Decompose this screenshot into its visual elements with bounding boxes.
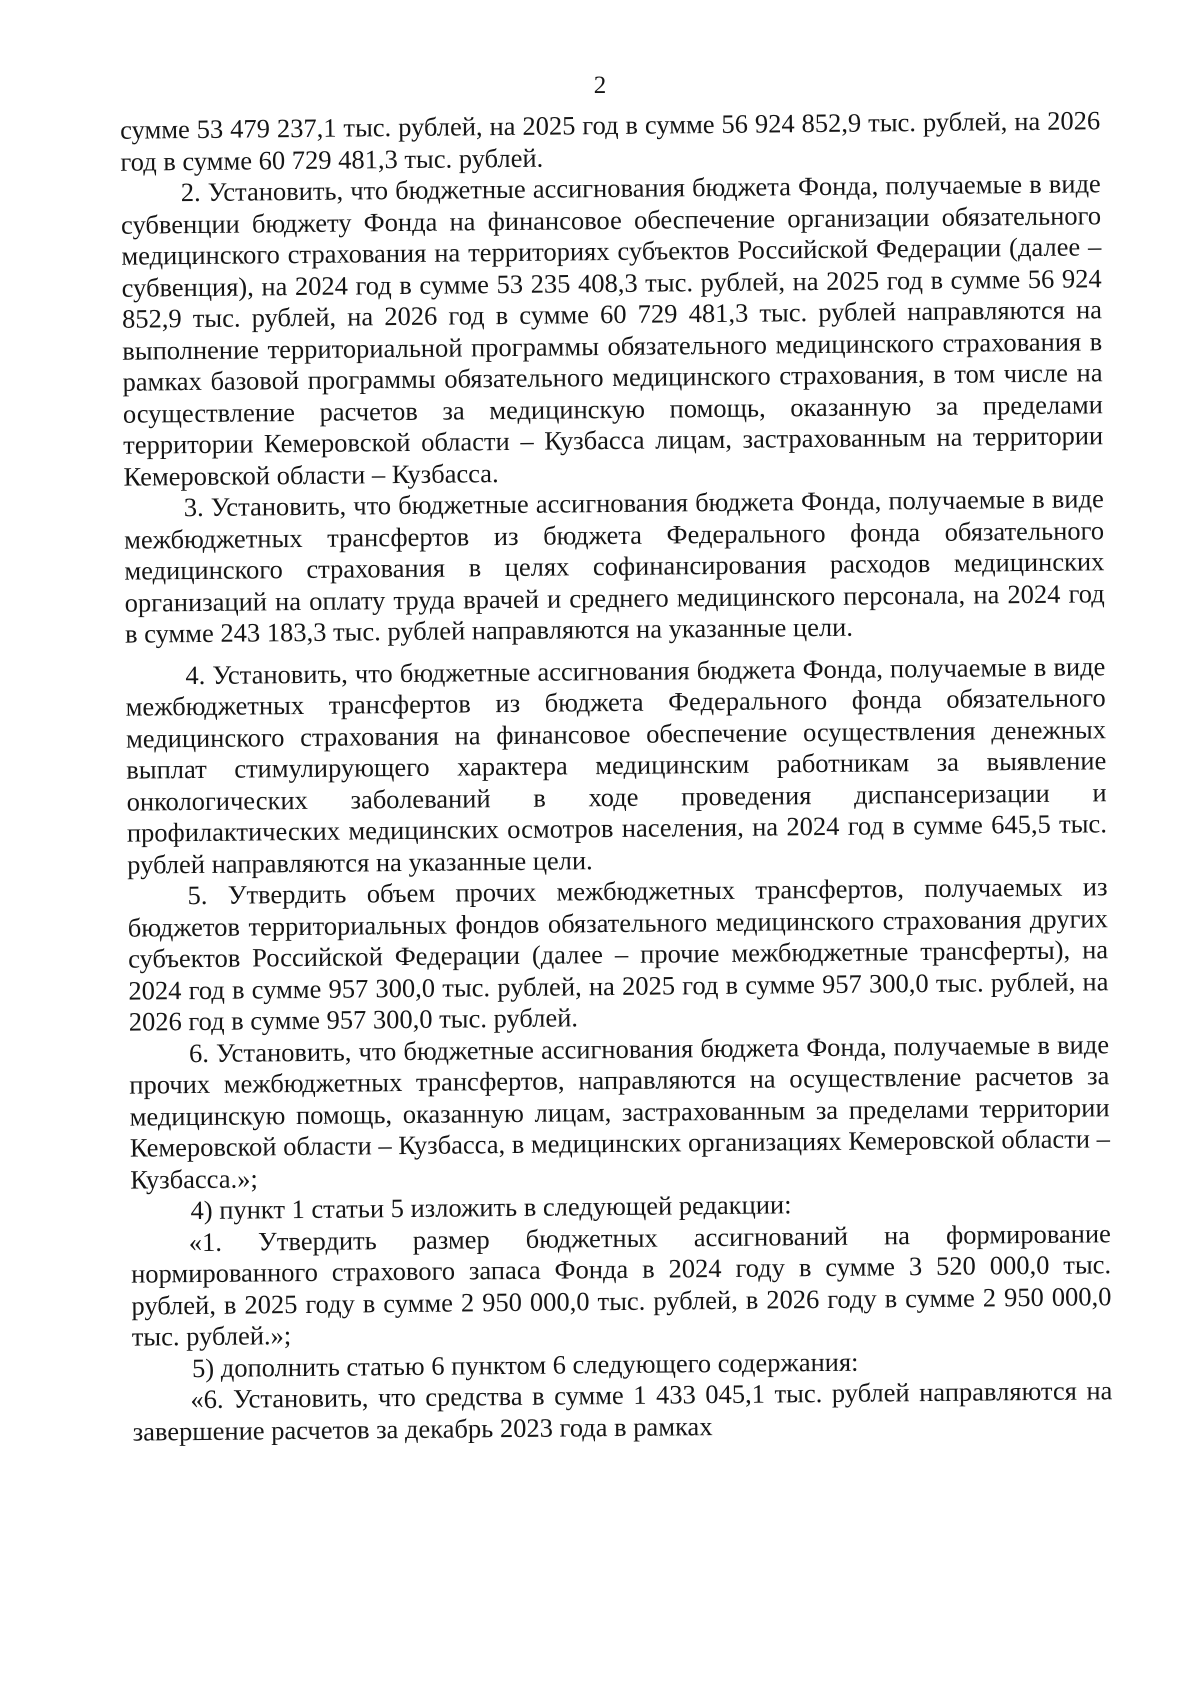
- paragraph-item-6: 6. Установить, что бюджетные ассигнования бюджета Фонда, получаемые в виде прочих межбюджетных трансфертов, направляются на осуществление расчетов за медицинскую помощь, оказанную лицам, застрахованным за пределами территории Кемеровской области – Кузбасса, в медицинских организациях Кемеровской области – Кузбасса.»;: [129, 1028, 1111, 1195]
- paragraph-amendment-5: 5) дополнить статью 6 пунктом 6 следующего содержания:: [191, 1346, 859, 1383]
- paragraph-item-2: 2. Установить, что бюджетные ассигнования бюджета Фонда, получаемые в виде субвенции бюджету Фонда на финансовое обеспечение организации обязательного медицинского страхования на территориях субъектов Российской Федерации (далее – субвенция), на 2024 год в сумме 53 235 408,3 тыс. рублей, на 2025 год в сумме 56 924 852,9 тыс. рублей, на 2026 год в сумме 60 729 481,3 тыс. рублей направляются на выполнение территориальной программы обязательного медицинского страхования в рамках базовой программы обязательного медицинского страхования, в том числе на осуществление расчетов за медицинскую помощь, оказанную за пределами территории Кемеровской области – Кузбасса лицам, застрахованным на территории Кемеровской области – Кузбасса.: [120, 168, 1104, 492]
- paragraph-continuation: сумме 53 479 237,1 тыс. рублей, на 2025 год в сумме 56 924 852,9 тыс. рублей, на 2026 год в сумме 60 729 481,3 тыс. рублей.: [120, 105, 1101, 177]
- paragraph-item-5: 5. Утвердить объем прочих межбюджетных трансфертов, получаемых из бюджетов территориальных фондов обязательного медицинского страхования других субъектов Российской Федерации (далее – прочие межбюджетные трансферты), на 2024 год в сумме 957 300,0 тыс. рублей, на 2025 год в сумме 957 300,0 тыс. рублей, на 2026 год в сумме 957 300,0 тыс. рублей.: [127, 871, 1109, 1037]
- page-number: 2: [593, 72, 607, 99]
- paragraph-quote-1: «1. Утвердить размер бюджетных ассигнований на формирование нормированного страхового запаса Фонда в 2024 году в сумме 3 520 000,0 тыс. рублей, в 2025 году в сумме 2 950 000,0 тыс. рублей, в 2026 году в сумме 2 950 000,0 тыс. рублей.»;: [131, 1217, 1112, 1352]
- paragraph-amendment-4: 4) пункт 1 статьи 5 изложить в следующей редакции:: [190, 1189, 792, 1226]
- paragraph-quote-6: «6. Установить, что средства в сумме 1 433 045,1 тыс. рублей направляются на завершение расчетов за декабрь 2023 года в рамках: [132, 1375, 1113, 1447]
- paragraph-item-3: 3. Установить, что бюджетные ассигнования бюджета Фонда, получаемые в виде межбюджетных трансфертов из бюджета Федерального фонда обязательного медицинского страхования в целях софинансирования расходов медицинских организаций на оплату труда врачей и среднего медицинского персонала, на 2024 год в сумме 243 183,3 тыс. рублей направляются на указанные цели.: [123, 483, 1105, 649]
- document-body: [120, 105, 1113, 1447]
- paragraph-item-4: 4. Установить, что бюджетные ассигнования бюджета Фонда, получаемые в виде межбюджетных трансфертов из бюджета Федерального фонда обязательного медицинского страхования на финансовое обеспечение осуществления денежных выплат стимулирующего характера медицинским работникам за выявление онкологических заболеваний в ходе проведения диспансеризации и профилактических медицинских осмотров населения, на 2024 год в сумме 645,5 тыс. рублей направляются на указанные цели.: [125, 650, 1108, 880]
